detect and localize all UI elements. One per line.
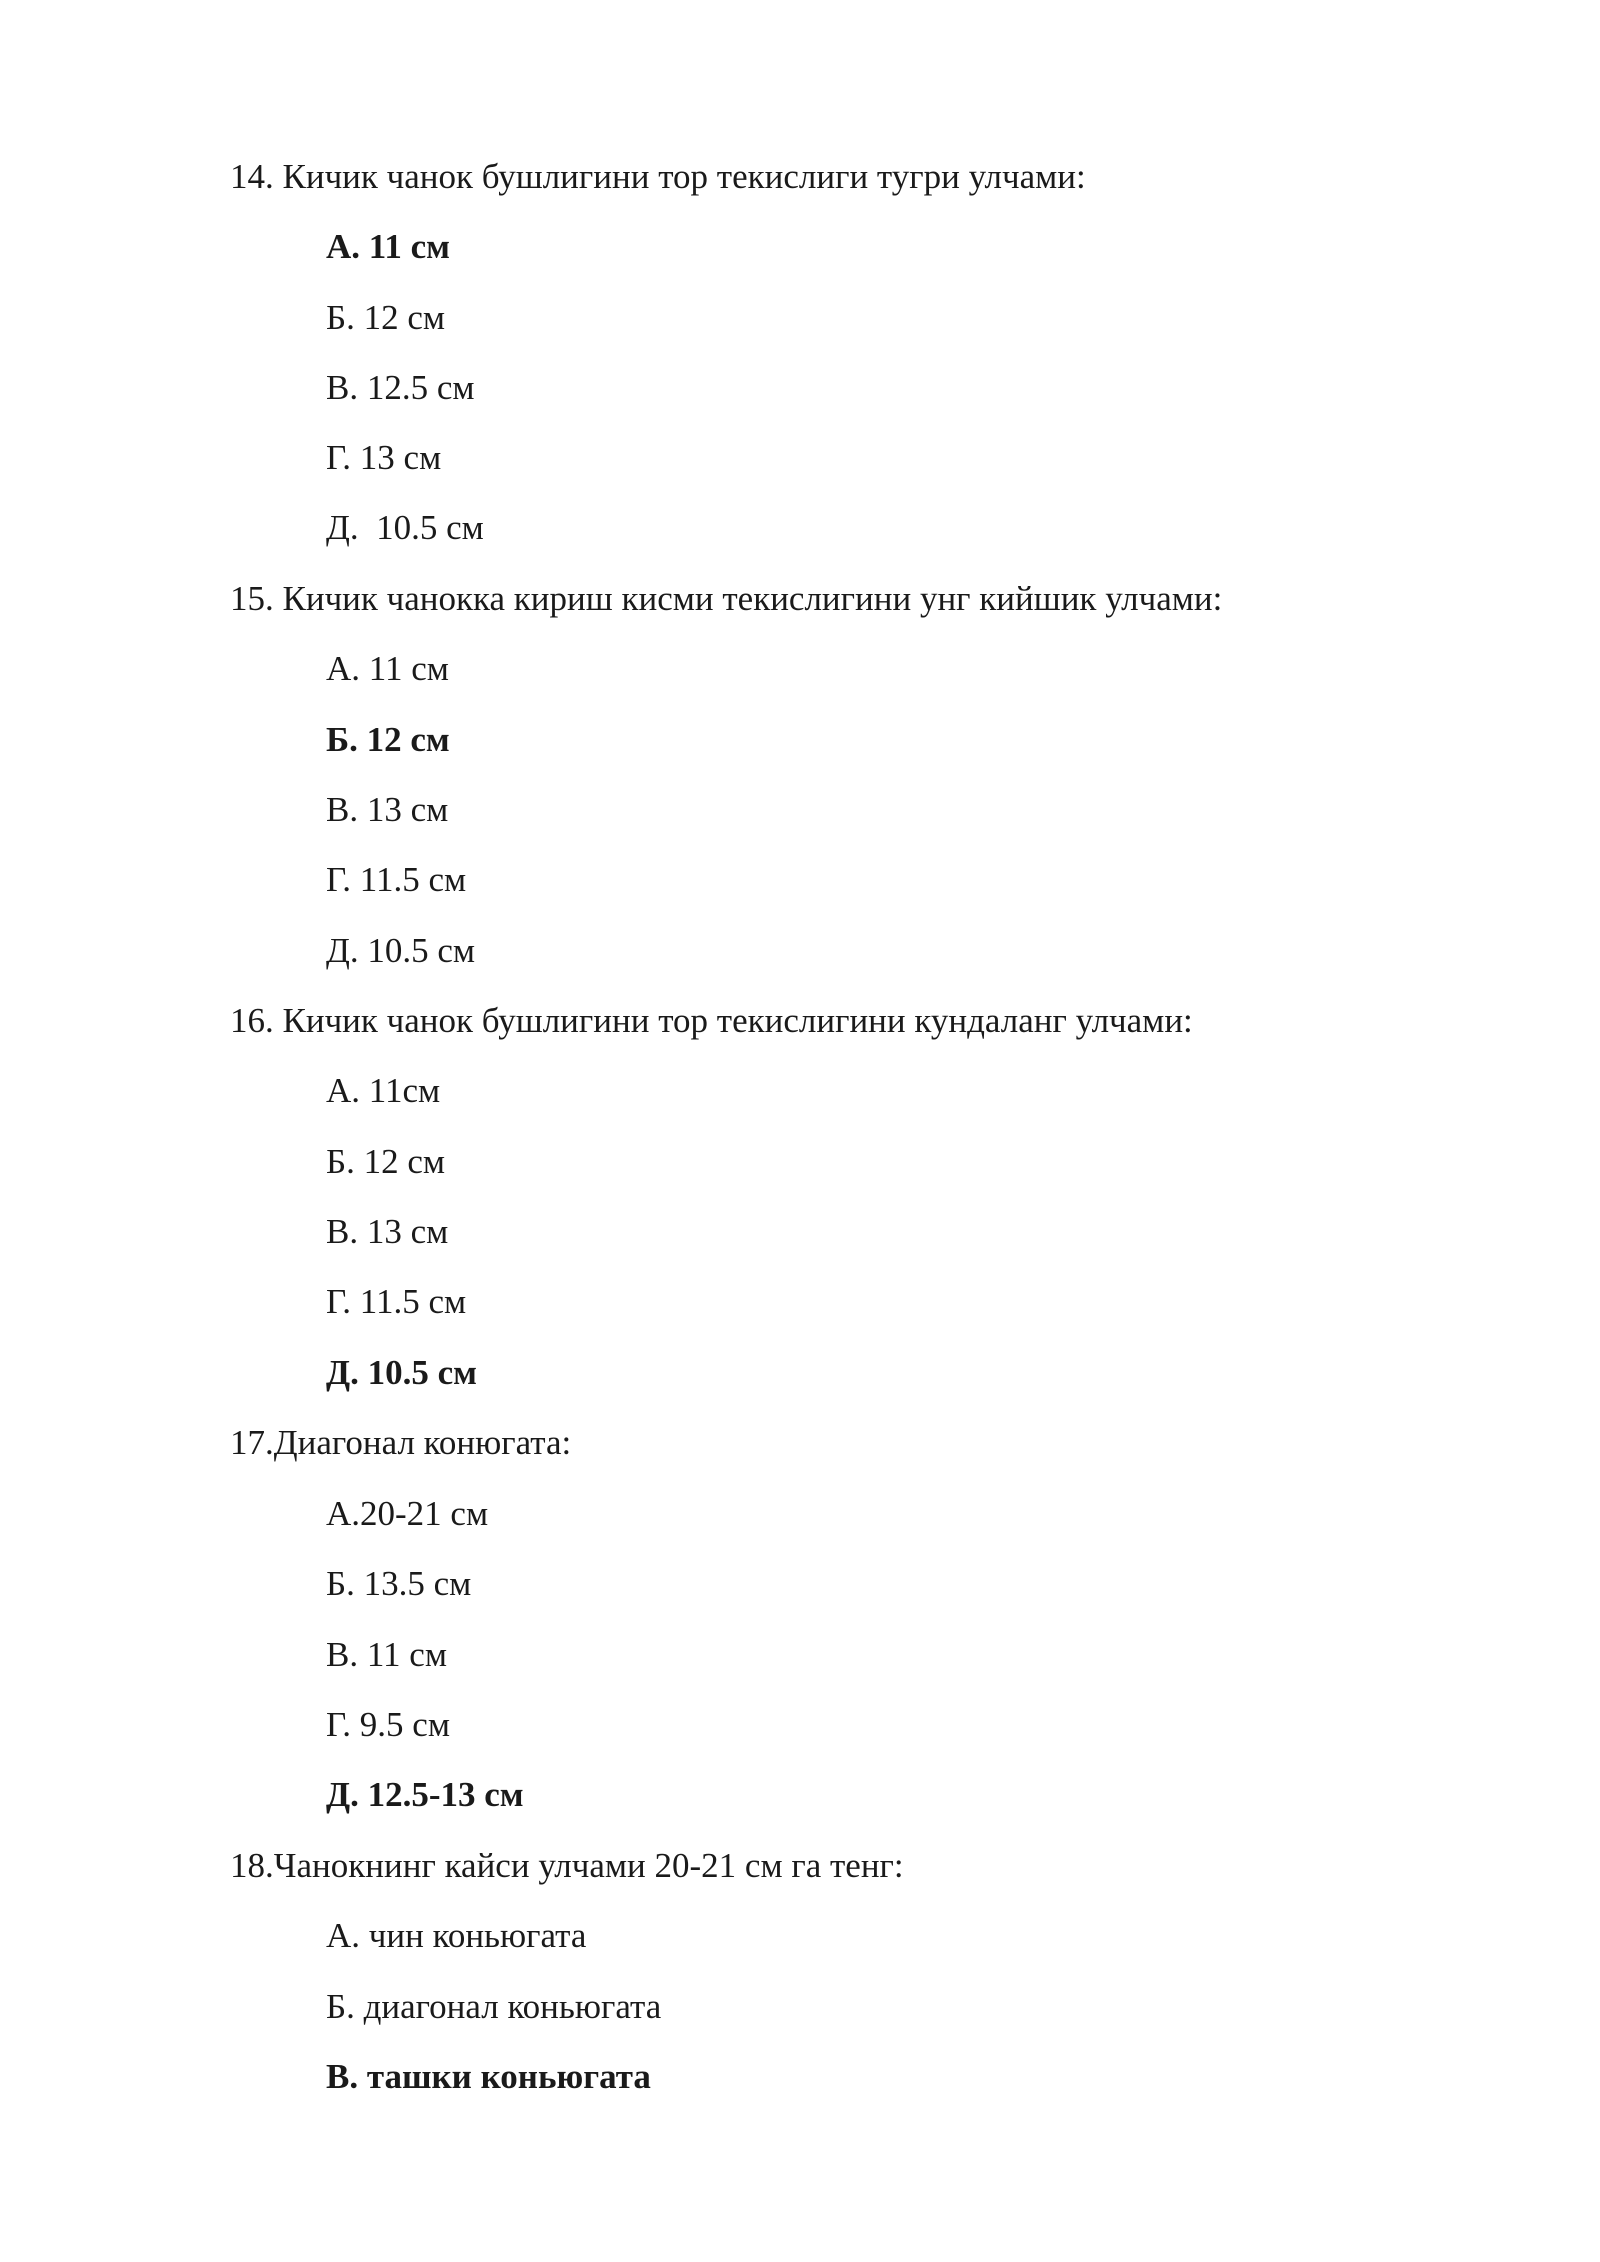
question-15: 15. Кичик чанокка кириш кисми текислигини унг кийшик улчами: bbox=[230, 579, 1223, 618]
option-15-b: Б. 12 см bbox=[326, 720, 450, 759]
option-16-b: Б. 12 см bbox=[326, 1142, 446, 1181]
option-15-a: А. 11 см bbox=[326, 649, 449, 688]
option-17-d: Д. 12.5-13 см bbox=[326, 1775, 524, 1814]
option-18-v: В. ташки коньюгата bbox=[326, 2057, 651, 2096]
option-14-d: Д. 10.5 см bbox=[326, 508, 484, 547]
question-16: 16. Кичик чанок бушлигини тор текислигини кундаланг улчами: bbox=[230, 1001, 1193, 1040]
option-17-v: В. 11 см bbox=[326, 1635, 447, 1674]
option-17-b: Б. 13.5 см bbox=[326, 1564, 472, 1603]
option-14-v: В. 12.5 см bbox=[326, 368, 475, 407]
option-15-g: Г. 11.5 см bbox=[326, 860, 467, 899]
option-15-v: В. 13 см bbox=[326, 790, 449, 829]
option-16-a: А. 11см bbox=[326, 1071, 441, 1110]
option-14-b: Б. 12 см bbox=[326, 298, 446, 337]
option-14-a: А. 11 см bbox=[326, 227, 450, 266]
question-14: 14. Кичик чанок бушлигини тор текислиги тугри улчами: bbox=[230, 157, 1086, 196]
option-17-g: Г. 9.5 см bbox=[326, 1705, 450, 1744]
option-18-b: Б. диагонал коньюгата bbox=[326, 1987, 662, 2026]
option-18-a: А. чин коньюгата bbox=[326, 1916, 587, 1955]
option-15-d: Д. 10.5 см bbox=[326, 931, 476, 970]
question-17: 17.Диагонал конюгата: bbox=[230, 1423, 572, 1462]
option-14-g: Г. 13 см bbox=[326, 438, 442, 477]
option-16-v: В. 13 см bbox=[326, 1212, 449, 1251]
option-16-d: Д. 10.5 см bbox=[326, 1353, 477, 1392]
option-16-g: Г. 11.5 см bbox=[326, 1282, 467, 1321]
question-18: 18.Чанокнинг кайси улчами 20-21 см га тенг: bbox=[230, 1846, 904, 1885]
option-17-a: А.20-21 см bbox=[326, 1494, 489, 1533]
